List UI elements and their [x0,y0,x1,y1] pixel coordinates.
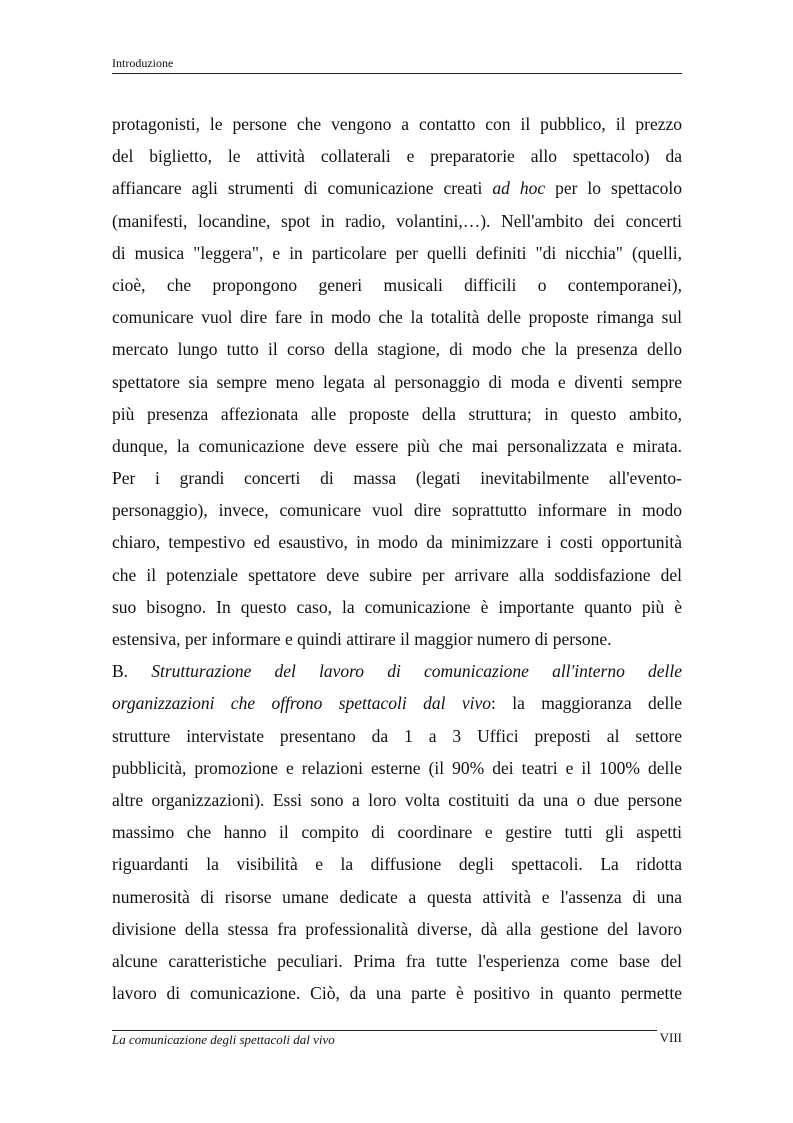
text-line: strutture intervistate presentano da 1 a 3 Uffici preposti al settore [112,725,682,746]
text-line: di musica "leggera", e in particolare per quelli definiti "di nicchia" (quelli, [112,242,682,263]
text-line: lavoro di comunicazione. Ciò, da una parte è positivo in quanto permette [112,983,682,1004]
text-line [112,687,682,719]
footer-title: La comunicazione degli spettacoli dal vivo [112,1032,335,1047]
text-line: massimo che hanno il compito di coordinare e gestire tutti gli aspetti [112,822,682,843]
body-text [112,108,682,1009]
text-line: (manifesti, locandine, spot in radio, volantini,…). Nell'ambito dei concerti [112,210,682,231]
text-line: che il potenziale spettatore deve subire per arrivare alla soddisfazione del [112,564,682,585]
line-text: B. [112,661,152,682]
text-line: divisione della stessa fra professionalità diverse, dà alla gestione del lavoro [112,918,682,939]
text-line: suo bisogno. In questo caso, la comunicazione è importante quanto più è [112,596,682,617]
italic-phrase: Strutturazione del lavoro di comunicazione all'interno delle [151,661,682,682]
text-line: spettatore sia sempre meno legata al personaggio di moda e diventi sempre [112,371,682,392]
line-text: : la maggioranza delle [491,693,682,714]
text-line: Per i grandi concerti di massa (legati inevitabilmente all'evento- [112,468,682,489]
footer-divider [112,1030,657,1031]
line-text: per lo spettacolo [545,178,682,199]
line-text: affiancare agli strumenti di comunicazione creati [112,178,493,199]
text-line: personaggio), invece, comunicare vuol dire soprattutto informare in modo [112,500,682,521]
italic-phrase: ad hoc [492,178,546,199]
text-line: mercato lungo tutto il corso della stagione, di modo che la presenza dello [112,339,682,360]
page-number: VIII [659,1030,682,1045]
text-line [112,655,682,687]
italic-phrase: organizzazioni che offrono spettacoli dal vivo [112,693,492,714]
text-line: cioè, che propongono generi musicali difficili o contemporanei), [112,274,682,295]
text-line [112,172,682,204]
text-line: più presenza affezionata alle proposte della struttura; in questo ambito, [112,403,682,424]
text-line: estensiva, per informare e quindi attirare il maggior numero di persone. [112,629,612,649]
text-line: alcune caratteristiche peculiari. Prima fra tutte l'esperienza come base del [112,950,682,971]
text-line: numerosità di risorse umane dedicate a questa attività e l'assenza di una [112,886,682,907]
text-line: comunicare vuol dire fare in modo che la totalità delle proposte rimanga sul [112,307,682,328]
header-divider [112,73,682,74]
text-line: protagonisti, le persone che vengono a contatto con il pubblico, il prezzo [112,114,682,134]
text-line: pubblicità, promozione e relazioni esterne (il 90% dei teatri e il 100% delle [112,757,682,778]
text-line: chiaro, tempestivo ed esaustivo, in modo da minimizzare i costi opportunità [112,532,682,553]
text-line: altre organizzazioni). Essi sono a loro volta costituiti da una o due persone [112,789,682,810]
running-header: Introduzione [112,56,174,70]
text-line: del biglietto, le attività collaterali e preparatorie allo spettacolo) da [112,146,682,167]
text-line: riguardanti la visibilità e la diffusione degli spettacoli. La ridotta [112,854,682,875]
text-line: dunque, la comunicazione deve essere più che mai personalizzata e mirata. [112,435,682,456]
